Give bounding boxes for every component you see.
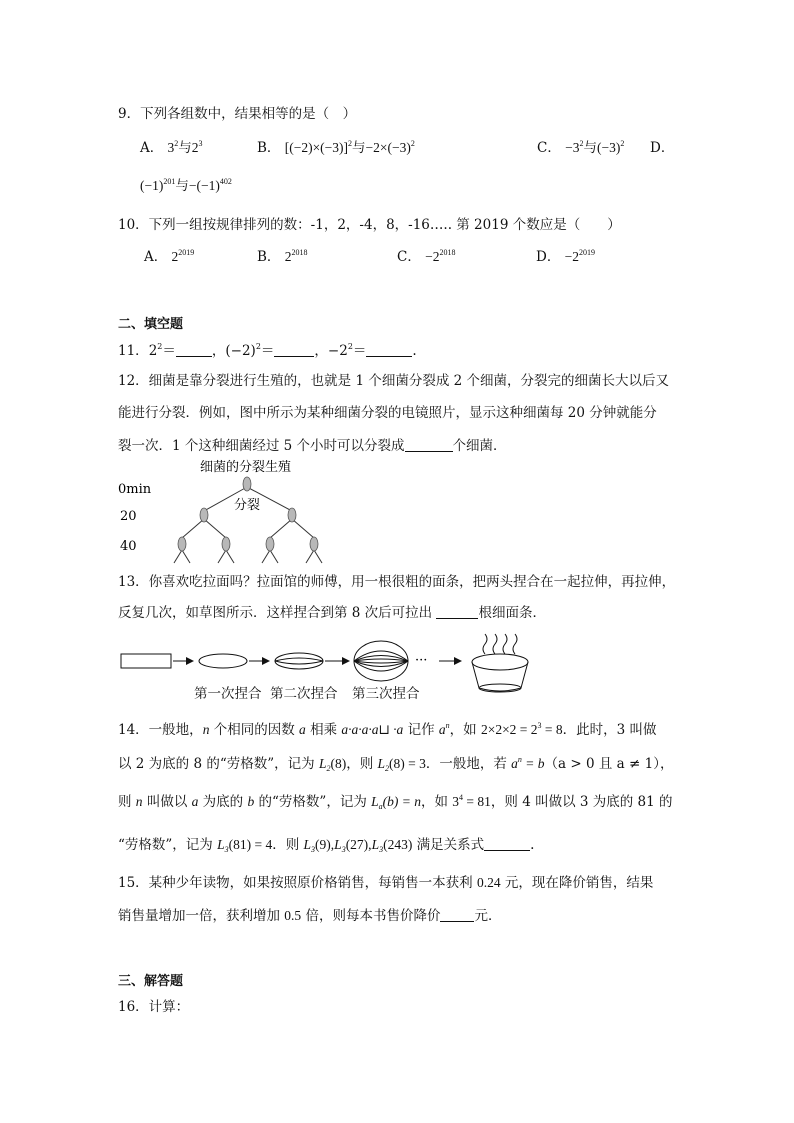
q9-option-c-expr2: $(-3)^2$ [597,139,625,155]
q15-increase-value: 0.5 [284,908,302,923]
q10-option-c [397,247,456,267]
q10-option-d-value: $-2^{2019}$ [564,248,595,264]
q10-option-a-value: $2^{2019}$ [171,248,195,264]
bacterium-gen2-3 [266,537,274,551]
q11-eq3: ＝ [352,343,367,359]
q11-blank3[interactable] [366,342,412,357]
q14-l3-var-b: b [247,794,255,809]
q14-power: $a^n$ [438,721,450,737]
q14-l3-text-c: 为底的 [198,794,248,810]
q14-L2-8: $L_2(8)$ [318,756,347,773]
q11-end: . [412,343,417,359]
noodle-stage-2 [275,653,323,669]
q9-option-d-and: 与 [175,178,189,194]
q11-part2: $(-2)^2$ [225,342,261,359]
q13-line2-end: 根细面条． [478,605,546,621]
q15-l1-text-b: 元，现在降价销售，结果 [500,875,654,891]
q14-answer-blank[interactable] [484,836,530,851]
q15-l2-text-b: 倍，则每本书售价降价 [301,908,441,924]
bacteria-division-figure [112,455,352,570]
q14-l1-text-b: 个相同的因数 [209,722,300,738]
q14-L2-8-value: $L_2(8) = 3$ [377,756,426,773]
q11-eq2: ＝ [260,343,275,359]
q14-var-a: a [299,722,306,737]
q14-L3-9: $L_3(9)$, [303,837,335,854]
q16-stem: 16．计算： [118,999,190,1015]
q12-answer-blank[interactable] [405,437,453,452]
q13-line2 [118,603,546,623]
bacterium-gen2-1 [178,537,186,551]
q9-option-b [257,138,415,158]
q14-l3-text-d: 的“劳格数”，记为 [254,794,372,810]
q14-l4-text-g: 满足关系式 [412,837,485,853]
q9-option-b-expr2: $-2\times(-3)^2$ [365,139,415,155]
q9-option-c [537,138,624,158]
section-solve-heading: 三、解答题 [118,974,184,989]
q10-option-b-value: $2^{2018}$ [284,248,308,264]
q14-l1-text-f: ．此时，3 叫做 [562,722,657,738]
q14-l3-var-a: a [191,794,199,809]
q11-sep1: ， [211,343,226,359]
q14-l1-text-a: 14．一般地， [118,722,203,738]
q15-line1 [118,873,653,893]
q15-profit-value: 0.24 [476,875,501,890]
q14-l1-text-e: ，如 [449,722,481,738]
q10-option-a-label: A． [144,249,168,265]
q10-option-c-value: $-2^{2018}$ [425,248,456,264]
bacterium-gen1-left [200,508,208,522]
q9-option-d-expr1: $(-1)^{201}$ [140,177,176,193]
q14-product: a·a·a·a⊔ ·a [341,722,404,737]
q14-l3-text-b: 叫做以 [142,794,192,810]
q9-option-c-label: C． [537,140,561,156]
q10-option-a [144,247,194,267]
q11-part1: $2^2$ [148,342,163,359]
q11 [118,341,417,361]
q12-line2: 能进行分裂．例如，图中所示为某种细菌分裂的电镜照片，显示这种细菌每 20 分钟就能分 [118,405,657,421]
q9-option-d-label: D． [650,140,675,156]
q10-option-b-label: B． [257,249,281,265]
q14-line4 [118,835,534,855]
bacterium-gen2-4 [310,537,318,551]
noodle-bowl-icon [472,634,528,692]
q9-option-a-label: A． [140,140,164,156]
q10-option-d-label: D． [536,249,561,265]
q14-line2 [118,754,673,774]
q12-line3-end: 个细菌． [452,438,507,454]
q14-l2-text-a: 以 2 为底的 8 的“劳格数”，记为 [118,756,319,772]
q13-answer-blank[interactable] [436,604,478,619]
q13-line1: 13．你喜欢吃拉面吗？拉面馆的师傅，用一根很粗的面条，把两头捏合在一起拉伸，再拉伸， [118,574,676,590]
q9-option-b-expr1: $[(-2)\times(-3)]^2$ [284,139,353,155]
q14-an-eq-b: $a^n = b$ [511,755,545,771]
noodle-stage-3 [354,641,408,681]
q9-option-a-expr1: $3^2$ [167,139,179,155]
q14-L3-81: $L_3(81) = 4$ [217,837,273,854]
section-fill-in-heading: 二、填空题 [118,317,184,332]
q14-l2-text-c: ．一般地，若 [425,756,512,772]
q11-number: 11． [118,343,149,359]
q14-l1-text-c: 相乘 [305,722,342,738]
q9-stem: 9．下列各组数中，结果相等的是（ ） [118,106,357,122]
q11-blank1[interactable] [176,342,212,357]
q9-option-c-and: 与 [583,140,598,156]
noodle-caption-2: 第二次捏合 [270,686,338,702]
noodle-caption-3: 第三次捏合 [352,686,420,702]
q10-stem: 10．下列一组按规律排列的数：-1，2，-4，8，-16….. 第 2019 个数应是（ ） [118,217,621,233]
q14-La-b: $L_a(b) = n$ [371,794,421,811]
q14-l3-text-h: ，则 4 叫做以 3 为底的 81 的 [490,794,673,810]
q9-option-c-expr1: $-3^2$ [565,139,584,155]
noodle-caption-1: 第一次捏合 [194,686,262,702]
time-label-40: 40 [120,539,137,554]
q11-part3: $-2^2$ [327,342,353,359]
q14-l4-text-c: ．则 [272,837,304,853]
q10-option-c-label: C． [397,249,421,265]
division-label: 分裂 [234,498,261,513]
q9-option-d [140,176,232,196]
q12-line3 [118,436,507,456]
q11-sep2: ， [314,343,328,359]
q12-line3-text: 裂一次．1 个这种细菌经过 5 个小时可以分裂成 [118,438,405,454]
q14-condition: （a > 0 且 a ≠ 1）， [544,756,674,772]
q9-options-row [140,138,203,158]
q15-line2 [118,906,501,926]
q14-l2-text-b: ，则 [346,756,378,772]
q9-option-a-expr2: $2^3$ [191,139,203,155]
time-label-0: 0min [118,482,152,497]
q9-option-b-label: B． [257,140,281,156]
thick-noodle [121,654,171,668]
continuation-dots: ··· [415,653,428,668]
q11-eq1: ＝ [162,343,176,359]
q14-var-n: n [202,722,210,737]
figure-title: 细菌的分裂生殖 [200,460,292,475]
q14-l3-var-n: n [135,794,143,809]
q9-option-b-and: 与 [352,140,366,156]
q14-l4-text-a: “劳格数”，记为 [118,837,218,853]
noodle-stage-1 [199,654,247,668]
q15-answer-blank[interactable] [440,907,474,922]
q15-l2-text-c: 元． [474,908,502,924]
q14-l3-text-f: ，如 [421,794,453,810]
q12-line1: 12．细菌是靠分裂进行生殖的，也就是 1 个细菌分裂成 2 个细菌，分裂完的细菌长大以后又 [118,373,670,389]
q14-line3 [118,792,673,812]
q9-option-d-expr2: $-(-1)^{402}$ [188,177,232,193]
q15-l2-text-a: 销售量增加一倍，获利增加 [118,908,285,924]
q14-l3-text-a: 则 [118,794,136,810]
bacterium-gen2-2 [222,537,230,551]
q14-3-pow-4: $3^4 = 81$ [452,793,491,809]
q14-L3-243: $L_3(243)$ [371,837,413,854]
bacterium-gen1-right [288,508,296,522]
bacterium-gen0 [243,477,251,491]
q14-line1 [118,720,657,740]
q14-l4-end: . [530,837,535,853]
q9-option-a-and: 与 [178,140,192,156]
q14-l1-text-d: 记作 [403,722,439,738]
q15-l1-text-a: 15．某种少年读物，如果按照原价格销售，每销售一本获利 [118,875,477,891]
q11-blank2[interactable] [274,342,314,357]
q13-line2-text: 反复几次，如草图所示．这样捏合到第 8 次后可拉出 [118,605,437,621]
time-label-20: 20 [120,509,137,524]
q14-example: $2\times 2\times 2 = 2^3 = 8$ [480,721,563,737]
q10-option-d [536,247,595,267]
q14-L3-27: $L_3(27)$, [334,837,372,854]
q10-option-b [257,247,307,267]
